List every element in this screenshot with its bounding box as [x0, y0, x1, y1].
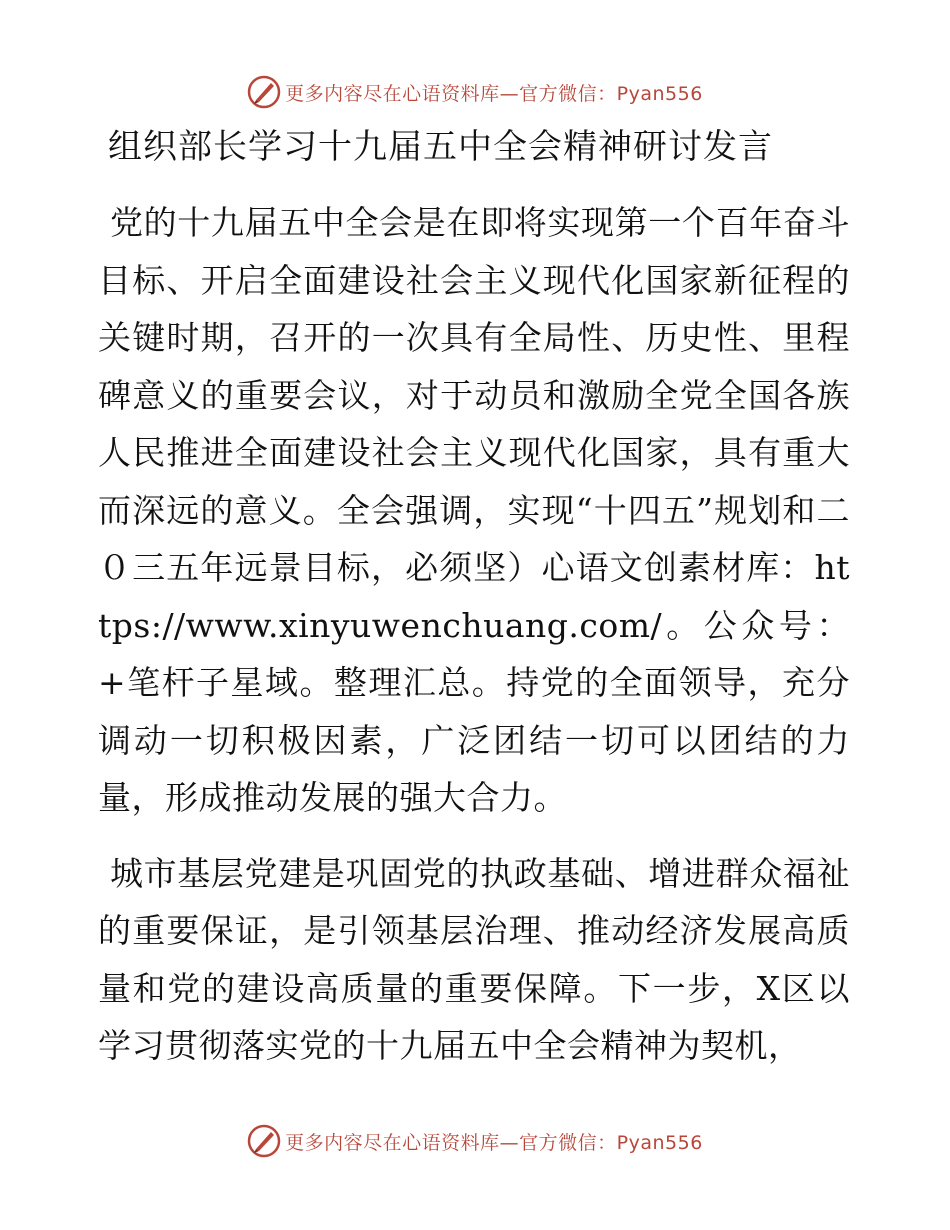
document-body: [98, 118, 850, 1075]
quill-pen-logo-icon: [247, 75, 281, 109]
banner-text: 更多内容尽在心语资料库—官方微信：Pyan556: [285, 82, 703, 105]
paragraph: 党的十九届五中全会是在即将实现第一个百年奋斗目标、开启全面建设社会主义现代化国家新征程的关键时期，召开的一次具有全局性、历史性、里程碑意义的重要会议，对于动员和激励全党全国各族人民推进全面建设社会主义现代化国家，具有重大而深远的意义。全会强调，实现“十四五”规划和二０三五年远景目标，必须坚）心语文创素材库：https://www.xinyuwenchuang.com/。公众号：+笔杆子星域。整理汇总。持党的全面领导，充分调动一切积极因素，广泛团结一切可以团结的力量，形成推动发展的强大合力。: [98, 203, 850, 817]
banner-text: 更多内容尽在心语资料库—官方微信：Pyan556: [285, 1131, 703, 1154]
header-banner: [0, 70, 950, 114]
paragraph: 城市基层党建是巩固党的执政基础、增进群众福祉的重要保证，是引领基层治理、推动经济发展高质量和党的建设高质量的重要保障。下一步，X区以学习贯彻落实党的十九届五中全会精神为契机，: [98, 853, 850, 1065]
footer-banner: [0, 1119, 950, 1163]
document-title: 组织部长学习十九届五中全会精神研讨发言: [108, 127, 773, 167]
quill-pen-logo-icon: [247, 1124, 281, 1158]
